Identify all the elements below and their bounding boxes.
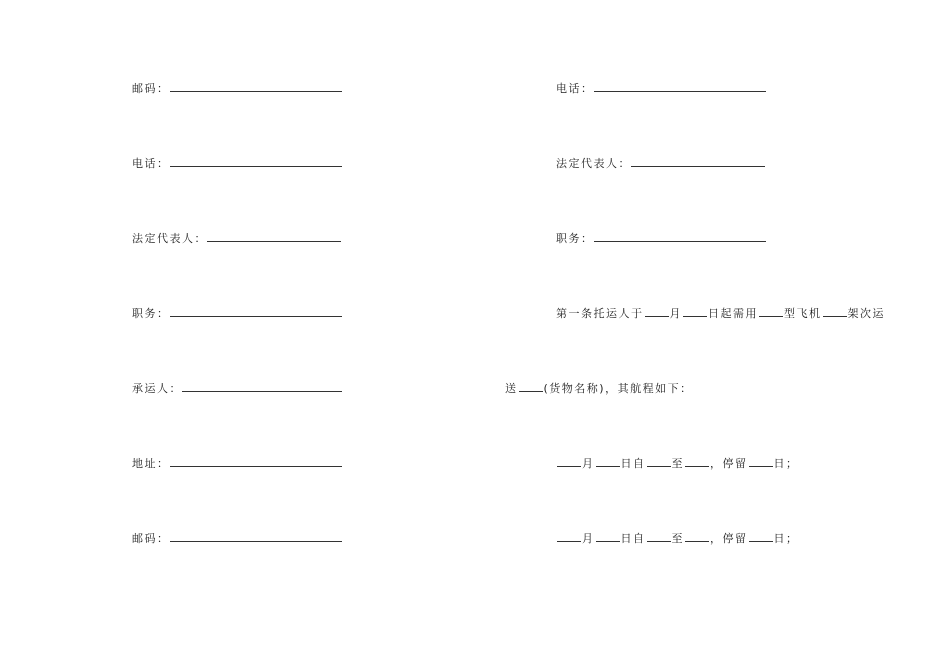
clause-1-text-4: 型飞机: [784, 307, 822, 320]
left-carrier-row: [132, 380, 342, 396]
itinerary-1-to: 至: [671, 457, 684, 470]
right-position-blank[interactable]: [594, 230, 766, 242]
postcode-label: 邮码：: [132, 82, 170, 95]
left-legal-rep-row: [132, 230, 341, 246]
clause-1-cont-text-2: (货物名称)，其航程如下：: [543, 382, 693, 395]
aircraft-type-blank[interactable]: [759, 305, 783, 317]
phone-label: 电话：: [132, 157, 170, 170]
month-blank[interactable]: [645, 305, 669, 317]
address-blank[interactable]: [170, 455, 342, 467]
itinerary-2-destination-blank[interactable]: [685, 530, 709, 542]
itinerary-2-day-end: 日；: [773, 532, 799, 545]
right-phone-blank[interactable]: [594, 80, 766, 92]
right-position-row: [556, 230, 766, 246]
right-legal-rep-row: [556, 155, 765, 171]
clause-1-text-1: 第一条托运人于: [556, 307, 644, 320]
itinerary-1-day-end: 日；: [773, 457, 799, 470]
day-blank[interactable]: [683, 305, 707, 317]
clause-1-text-5: 架次运: [847, 307, 885, 320]
itinerary-row-2: [556, 530, 799, 546]
right-position-label: 职务：: [556, 232, 594, 245]
left-postcode-row: [132, 80, 342, 96]
itinerary-row-1: [556, 455, 799, 471]
postcode-label-2: 邮码：: [132, 532, 170, 545]
left-position-row: [132, 305, 342, 321]
itinerary-1-day-blank[interactable]: [596, 455, 620, 467]
itinerary-2-month-blank[interactable]: [557, 530, 581, 542]
postcode-blank[interactable]: [170, 80, 342, 92]
itinerary-2-to: 至: [671, 532, 684, 545]
right-phone-label: 电话：: [556, 82, 594, 95]
right-legal-rep-label: 法定代表人：: [556, 157, 631, 170]
clause-1-text-2: 月: [669, 307, 682, 320]
phone-blank[interactable]: [170, 155, 342, 167]
carrier-label: 承运人：: [132, 382, 182, 395]
legal-rep-blank[interactable]: [207, 230, 341, 242]
itinerary-1-stay-blank[interactable]: [749, 455, 773, 467]
carrier-blank[interactable]: [182, 380, 342, 392]
itinerary-1-from: 日自: [620, 457, 646, 470]
itinerary-2-month: 月: [582, 532, 595, 545]
clause-1-text-3: 日起需用: [708, 307, 758, 320]
clause-1-line-1: [556, 305, 885, 321]
itinerary-1-month-blank[interactable]: [557, 455, 581, 467]
left-phone-row: [132, 155, 342, 171]
left-address-row: [132, 455, 342, 471]
postcode-blank-2[interactable]: [170, 530, 342, 542]
itinerary-1-month: 月: [582, 457, 595, 470]
itinerary-2-stay-blank[interactable]: [749, 530, 773, 542]
cargo-name-blank[interactable]: [519, 380, 543, 392]
itinerary-1-stay: ，停留: [710, 457, 748, 470]
position-blank[interactable]: [170, 305, 342, 317]
itinerary-1-origin-blank[interactable]: [647, 455, 671, 467]
address-label: 地址：: [132, 457, 170, 470]
legal-rep-label: 法定代表人：: [132, 232, 207, 245]
left-postcode-row-2: [132, 530, 342, 546]
itinerary-2-day-blank[interactable]: [596, 530, 620, 542]
right-phone-row: [556, 80, 766, 96]
right-legal-rep-blank[interactable]: [631, 155, 765, 167]
position-label: 职务：: [132, 307, 170, 320]
itinerary-1-destination-blank[interactable]: [685, 455, 709, 467]
itinerary-2-from: 日自: [620, 532, 646, 545]
clause-1-line-2: [505, 380, 693, 396]
clause-1-cont-text-1: 送: [505, 382, 518, 395]
itinerary-2-origin-blank[interactable]: [647, 530, 671, 542]
sorties-blank[interactable]: [823, 305, 847, 317]
itinerary-2-stay: ，停留: [710, 532, 748, 545]
